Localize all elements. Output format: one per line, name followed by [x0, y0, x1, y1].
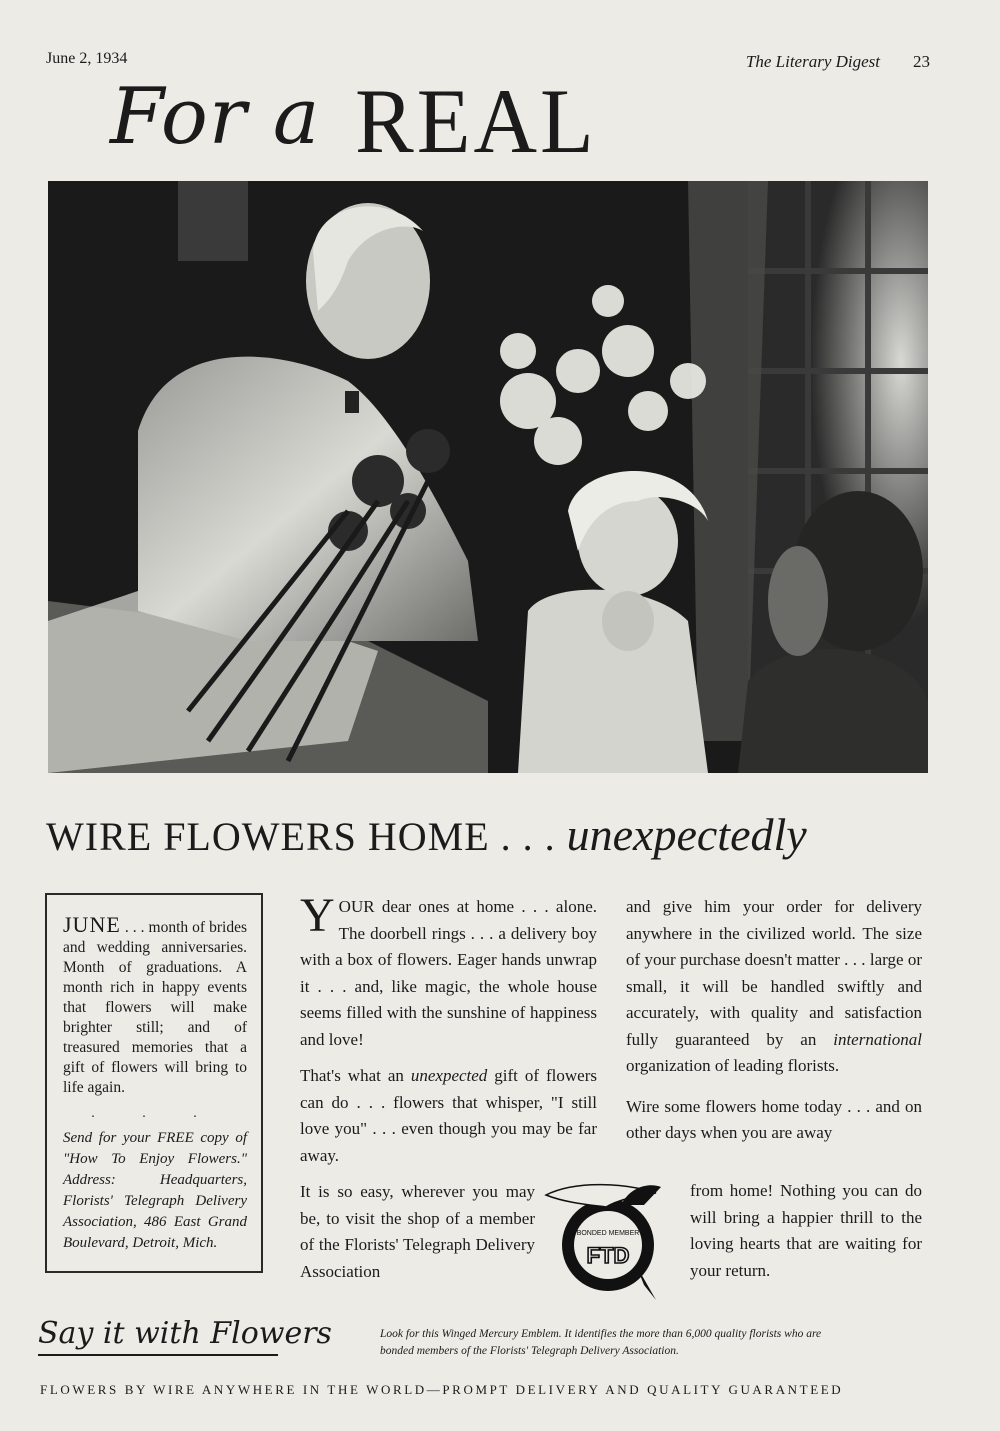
- headline: [40, 72, 940, 172]
- subheadline-main: WIRE FLOWERS HOME . . .: [46, 814, 556, 859]
- paragraph-1-text: OUR dear ones at home . . . alone. The doorbell rings . . . a delivery boy with a box of flowers. Eager hands unwrap it . . . and, like magic, the whole house seems filled with the sunshine of happiness and love!: [300, 897, 597, 1049]
- slogan: [38, 1316, 332, 1351]
- paragraph-2: [300, 1063, 597, 1169]
- page-number: 23: [913, 52, 930, 71]
- paragraph-1: [300, 889, 597, 1053]
- headline-caps: REAL: [355, 71, 594, 173]
- winged-mercury-emblem: [536, 1175, 686, 1305]
- paragraph-4-emphasis: international: [833, 1029, 922, 1049]
- paragraph-5-continued: from home! Nothing you can do will bring a happier thrill to the loving hearts that are waiting for your return.: [690, 1181, 922, 1280]
- paragraph-2-end: gift of flowers can do . . . flowers that whisper, "I still love you" . . . even though you may be far away.: [300, 1066, 597, 1165]
- paragraph-2-emphasis: unexpected: [410, 1066, 488, 1085]
- paragraph-3-text: It is so easy, wherever you may be, to visit the shop of a member of the Florists' Telegraph Delivery Association: [300, 1182, 535, 1281]
- headline-script: For a: [110, 72, 321, 162]
- sidebar-divider-dots: . . .: [91, 1106, 219, 1121]
- footer-tagline: FLOWERS BY WIRE ANYWHERE IN THE WORLD—PROMPT DELIVERY AND QUALITY GUARANTEED: [40, 1382, 844, 1397]
- sidebar-text: . . . month of brides and wedding anniversaries. Month of graduations. A month rich in happy events that flowers will make brighter still; and of treasured memories that a gift of flowers will bring to life again.: [63, 919, 247, 1096]
- slogan-underline: [38, 1354, 278, 1356]
- paragraph-2-start: That's what an: [300, 1066, 411, 1085]
- body-column-2: [626, 894, 922, 1157]
- june-sidebar-box: [45, 893, 263, 1273]
- subheadline-italic: unexpectedly: [566, 809, 807, 860]
- mother-children-flowers-icon: [48, 181, 928, 773]
- subheadline: [46, 808, 946, 861]
- slogan-text: Say it with Flowers: [38, 1316, 332, 1351]
- paragraph-4-end: organization of leading florists.: [626, 1056, 840, 1075]
- emblem-letters: FTD: [586, 1243, 630, 1268]
- paragraph-4-start: and give him your order for delivery anywhere in the civilized world. The size of your purchase doesn't matter . . . large or small, it will be handled swiftly and accurately, with quality and satisfaction fully guaranteed by an: [626, 897, 922, 1049]
- issue-date: June 2, 1934: [46, 50, 128, 67]
- paragraph-4: [626, 894, 922, 1080]
- winged-mercury-emblem-icon: [536, 1175, 686, 1305]
- emblem-ring-text: BONDED MEMBER: [576, 1230, 640, 1237]
- paragraph-5: Wire some flowers home today . . . and on other days when you are away: [626, 1096, 922, 1142]
- illustration-photo: [48, 181, 928, 773]
- emblem-note: Look for this Winged Mercury Emblem. It identifies the more than 6,000 quality florists who are bonded members of the Florists' Telegraph Delivery Association.: [380, 1328, 822, 1357]
- sidebar-intro: [63, 912, 247, 1098]
- drop-cap: Y: [300, 889, 335, 942]
- free-copy-offer: Send for your FREE copy of "How To Enjoy Flowers." Address: Headquarters, Florists' Telegraph Delivery Association, 486 East Grand Boulevard, Detroit, Mich.: [63, 1130, 247, 1251]
- paragraph-3: [300, 1179, 535, 1285]
- sidebar-lead: JUNE: [63, 912, 121, 937]
- publication-title: The Literary Digest: [745, 52, 880, 71]
